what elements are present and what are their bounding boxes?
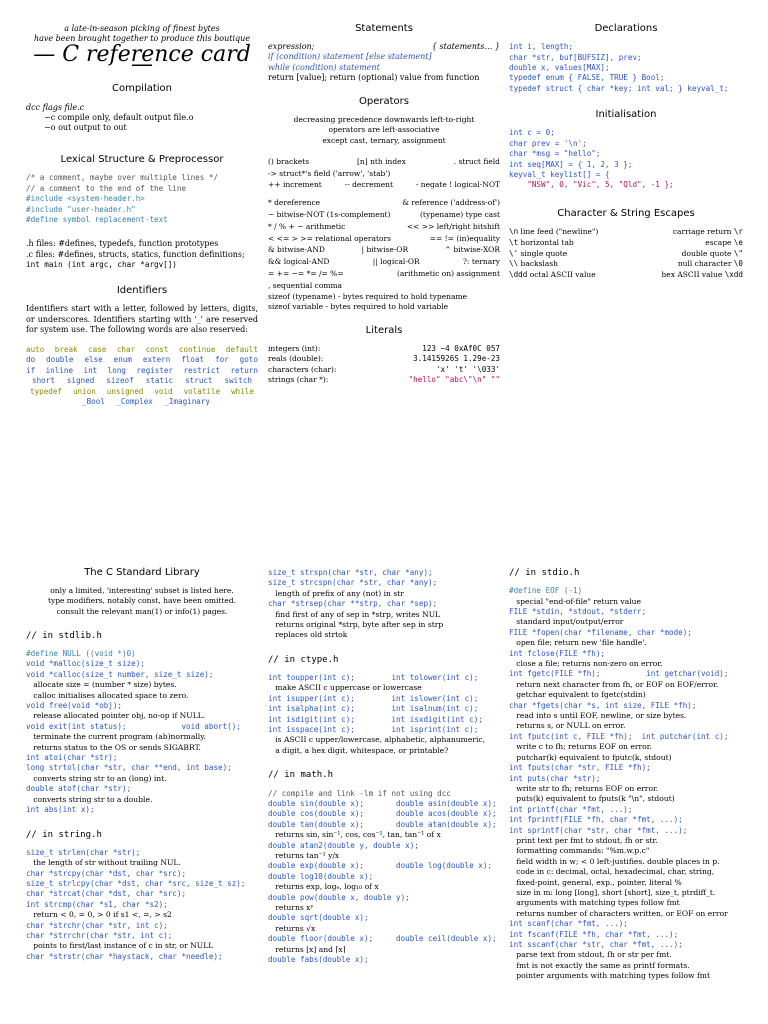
operators-intro: except cast, ternary, assignment bbox=[322, 135, 446, 145]
esc-code: \' bbox=[509, 248, 519, 258]
code-line: double cos(double x); double acos(double x); bbox=[268, 809, 497, 819]
code-line: field width in w; < 0 left-justifies. double places in p. bbox=[509, 856, 720, 866]
column-1-top bbox=[26, 24, 258, 408]
code-line: close a file; returns non-zero on error. bbox=[509, 659, 663, 669]
code-line: int printf(char *fmt, ...); bbox=[509, 804, 633, 814]
code-line: double exp(double x); double log(double x); bbox=[268, 861, 493, 871]
code-line: int sscanf(char *str, char *fmt, ...); bbox=[509, 940, 683, 950]
code-line: putchar(k) equivalent to fputc(k, stdout) bbox=[509, 752, 672, 762]
esc-desc: backslash bbox=[520, 259, 558, 269]
compile-command: dcc flags file.c bbox=[26, 102, 85, 112]
kw: else bbox=[84, 355, 103, 365]
op: | bitwise-OR bbox=[361, 245, 409, 255]
code-line: special "end-of-file" return value bbox=[509, 596, 642, 606]
statement-line: return [value]; return (optional) value from function bbox=[268, 72, 480, 82]
stdlib-heading: The C Standard Library bbox=[84, 567, 200, 578]
op: -> struct*'s field ('arrow', 'stab') bbox=[268, 168, 391, 178]
code-line: returns tan⁻¹ y/x bbox=[268, 850, 340, 860]
strmore-lines bbox=[268, 568, 500, 641]
kw: const bbox=[145, 345, 169, 355]
code-line: int isdigit(int c); int isxdigit(int c); bbox=[268, 714, 483, 724]
code-line: print text per fmt to stdout, fh or str. bbox=[509, 835, 658, 845]
operators-heading: Operators bbox=[359, 96, 409, 108]
literal-label: characters (char): bbox=[268, 364, 337, 374]
decl-line: char *str, buf[BUFSIZ], prev; bbox=[509, 52, 642, 62]
code-line: size_t strlcpy(char *dst, char *src, size_t sz); bbox=[26, 878, 246, 888]
decl-line: int i, length; bbox=[509, 42, 574, 52]
lexical-code-line: /* a comment, maybe over multiple lines */ bbox=[26, 173, 219, 183]
esc-desc: single quote bbox=[520, 248, 568, 258]
op: & bitwise-AND bbox=[268, 245, 325, 255]
init-line: "NSW", 0, "Vic", 5, "Qld", -1 }; bbox=[509, 180, 674, 190]
code-line: returns xʸ bbox=[268, 902, 314, 912]
code-line: #define EOF (-1) bbox=[509, 586, 583, 596]
column-1-bottom bbox=[26, 566, 258, 962]
code-line: arguments with matching types follow fmt bbox=[509, 898, 680, 908]
statement-line: { statements… } bbox=[431, 42, 500, 52]
op: == != (in)equality bbox=[429, 233, 500, 243]
subtitle-2: have been brought together to produce this boutique bbox=[33, 34, 251, 43]
code-line: make ASCII c uppercase or lowercase bbox=[268, 683, 422, 693]
esc-desc: double quote bbox=[681, 248, 732, 258]
kw: do bbox=[26, 355, 36, 365]
kw: register bbox=[136, 365, 173, 375]
code-line: length of prefix of any (not) in str bbox=[268, 588, 404, 598]
code-line: char *strsep(char **strp, char *sep); bbox=[268, 599, 438, 609]
kw: union bbox=[72, 386, 96, 396]
compile-option-c: −c compile only, default output file.o bbox=[44, 112, 194, 122]
reserved-words bbox=[26, 345, 258, 407]
column-3-top bbox=[509, 24, 743, 281]
literals-table bbox=[268, 344, 500, 385]
kw: struct bbox=[185, 376, 213, 386]
code-line: open file; return new 'file handle'. bbox=[509, 638, 647, 648]
ctype-lines bbox=[268, 673, 500, 756]
escapes-heading: Character & String Escapes bbox=[557, 207, 695, 219]
code-line: int isupper(int c); int islower(int c); bbox=[268, 693, 479, 703]
init-line: keyval_t keylist[] = { bbox=[509, 170, 610, 180]
init-line: char *msg = "hello"; bbox=[509, 149, 601, 159]
op: && logical-AND bbox=[268, 257, 330, 267]
esc-code: \\ bbox=[509, 259, 519, 269]
hfiles-note: .h files: #defines, typedefs, function prototypes bbox=[26, 239, 219, 249]
code-line: void free(void *obj); bbox=[26, 701, 123, 711]
column-3-bottom bbox=[509, 566, 743, 982]
kw: volatile bbox=[183, 386, 221, 396]
subtitle-1: a late-in-season picking of finest bytes bbox=[64, 24, 220, 33]
literal-label: reals (double): bbox=[268, 354, 324, 364]
operators-intro: decreasing precedence downwards left-to-right bbox=[293, 115, 475, 125]
code-line: return next character from fh, or EOF on EOF/error. bbox=[509, 679, 719, 689]
op: ~ bitwise-NOT (1s-complement) bbox=[268, 210, 391, 220]
kw: case bbox=[88, 345, 107, 355]
code-line: points to first/last instance of c in str, or NULL bbox=[26, 941, 214, 951]
code-line: returns √x bbox=[268, 923, 316, 933]
code-line: size_t strlen(char *str); bbox=[26, 847, 141, 857]
stdlib-h-heading: // in stdlib.h bbox=[26, 630, 102, 641]
kw: continue bbox=[178, 345, 216, 355]
code-line: int fclose(FILE *fh); bbox=[509, 648, 606, 658]
code-line: returns sin, sin⁻¹, cos, cos⁻¹, tan, tan⁻¹ of x bbox=[268, 830, 441, 840]
esc-desc: octal ASCII value bbox=[529, 270, 596, 280]
operator-table bbox=[268, 156, 500, 292]
code-line: double log10(double x); bbox=[268, 871, 374, 881]
kw: for bbox=[215, 355, 229, 365]
code-line: returns original *strp, byte after sep in strp bbox=[268, 620, 444, 630]
kw: goto bbox=[239, 355, 258, 365]
op: < <= > >= relational operators bbox=[268, 233, 391, 243]
code-line: returns status to the OS or sends SIGABRT. bbox=[26, 742, 201, 752]
op: & reference ('address-of') bbox=[402, 198, 500, 208]
esc-desc: horizontal tab bbox=[520, 237, 574, 247]
kw: restrict bbox=[183, 365, 221, 375]
esc-desc: hex ASCII value bbox=[661, 270, 723, 280]
kw: while bbox=[231, 386, 254, 396]
code-line: int isspace(int c); int isprint(int c); bbox=[268, 725, 479, 735]
esc-desc: null character bbox=[677, 259, 732, 269]
code-line: double sqrt(double x); bbox=[268, 913, 369, 923]
code-line: int sprintf(char *str, char *fmt, ...); bbox=[509, 825, 688, 835]
op: ?: ternary bbox=[462, 257, 500, 267]
op: . struct field bbox=[453, 156, 500, 166]
main-signature: int main (int argc, char *argv[]) bbox=[26, 259, 177, 269]
sizeof-variable: sizeof variable - bytes required to hold variable bbox=[268, 301, 449, 311]
math-lines bbox=[268, 789, 500, 966]
math-h-heading: // in math.h bbox=[268, 770, 334, 781]
op: * / % + − arithmetic bbox=[268, 221, 346, 231]
code-line: parse text from stdout, fh or str per fmt. bbox=[509, 950, 672, 960]
code-line: calloc initialises allocated space to zero. bbox=[26, 690, 189, 700]
statement-line: if (condition) statement [else statement] bbox=[268, 52, 432, 62]
kw: _Complex bbox=[116, 397, 153, 407]
literal-label: strings (char *): bbox=[268, 374, 329, 384]
literal-value: "hello" "abc\"\n" "" bbox=[408, 374, 500, 384]
kw: auto bbox=[26, 345, 45, 355]
kw: typedef bbox=[30, 386, 63, 396]
code-line: getchar equivalent to fgetc(stdin) bbox=[509, 690, 646, 700]
kw: sizeof bbox=[106, 376, 134, 386]
code-line: returns ⌊x⌋ and ⌈x⌉ bbox=[268, 944, 346, 954]
lexical-code-line: // a comment to the end of the line bbox=[26, 183, 187, 193]
kw: enum bbox=[113, 355, 132, 365]
kw: static bbox=[145, 376, 174, 386]
lexical-heading: Lexical Structure & Preprocessor bbox=[60, 154, 224, 166]
code-line: terminate the current program (ab)normally. bbox=[26, 732, 206, 742]
decl-line: typedef struct { char *key; int val; } keyval_t; bbox=[509, 83, 729, 93]
code-line: int atoi(char *str); bbox=[26, 753, 118, 763]
op: (typename) type cast bbox=[420, 210, 500, 220]
code-line: int puts(char *str); bbox=[509, 773, 601, 783]
code-line: pointer arguments with matching types follow fmt bbox=[509, 971, 711, 981]
op: () brackets bbox=[268, 156, 310, 166]
esc-code: \ddd bbox=[509, 270, 528, 280]
column-2-top bbox=[268, 24, 500, 385]
identifiers-heading: Identifiers bbox=[116, 285, 168, 297]
code-line: returns s, or NULL on error. bbox=[509, 721, 626, 731]
esc-desc: carriage return bbox=[672, 227, 732, 237]
code-line: char *fgets(char *s, int size, FILE *fh); bbox=[509, 700, 697, 710]
op: (arithmetic on) assignment bbox=[396, 269, 500, 278]
code-line: int toupper(int c); int tolower(int c); bbox=[268, 673, 479, 683]
esc-code: \r bbox=[733, 227, 743, 237]
decl-line: typedef enum { FALSE, TRUE } Bool; bbox=[509, 73, 665, 83]
stdlib-intro: consult the relevant man(1) or info(1) pages. bbox=[56, 606, 228, 616]
kw: switch bbox=[224, 376, 252, 386]
code-line: char *strstr(char *haystack, char *needle); bbox=[26, 951, 223, 961]
kw: extern bbox=[142, 355, 171, 365]
code-line: int fputs(char *str, FILE *fh); bbox=[509, 763, 651, 773]
statements-heading: Statements bbox=[355, 23, 413, 34]
code-line: converts string str to a double. bbox=[26, 794, 153, 804]
stdlib-intro: type modifiers, notably const, have been omitted. bbox=[47, 596, 237, 606]
string-h-heading: // in string.h bbox=[26, 829, 102, 840]
literal-label: integers (int): bbox=[268, 344, 321, 354]
kw: double bbox=[46, 355, 74, 365]
code-line: char *strcat(char *dst, char *src); bbox=[26, 889, 187, 899]
esc-desc: line feed ("newline") bbox=[520, 227, 599, 237]
code-line: double floor(double x); double ceil(double x); bbox=[268, 934, 497, 944]
operators-intro: operators are left-associative bbox=[328, 125, 440, 135]
stdio-h-heading: // in stdio.h bbox=[509, 568, 580, 578]
code-line: double fabs(double x); bbox=[268, 955, 369, 964]
op: * dereference bbox=[268, 198, 321, 208]
code-line: int abs(int x); bbox=[26, 805, 95, 815]
op: ++ increment bbox=[268, 180, 322, 190]
code-line: is ASCII c upper/lowercase, alphabetic, alphanumeric, bbox=[268, 735, 486, 745]
kw: long bbox=[107, 365, 126, 375]
lexical-code-line: #include "user-header.h" bbox=[26, 204, 136, 214]
code-line: fmt is not exactly the same as printf formats. bbox=[509, 960, 690, 970]
identifiers-text: Identifiers start with a letter, followed by letters, digits, or underscores. Identifiers starting with '_' are reserved for system use. The following words are also reserved: bbox=[26, 304, 258, 334]
esc-code: \" bbox=[733, 248, 743, 258]
statement-line: expression; bbox=[268, 42, 315, 52]
decl-line: double x, values[MAX]; bbox=[509, 63, 610, 73]
literal-value: 3.1415926S 1.29e-23 bbox=[413, 354, 500, 364]
code-line: release allocated pointer obj, no-op if NULL. bbox=[26, 711, 206, 721]
code-line: size in m: long [long], short [short], size_t, ptrdiff_t. bbox=[509, 887, 716, 897]
code-line: find first of any of sep in *strp, writes NUL bbox=[268, 609, 441, 619]
sizeof-typename: sizeof (typename) - bytes required to hold typename bbox=[268, 291, 467, 301]
code-line: int fputc(int c, FILE *fh); int putchar(int c); bbox=[509, 731, 729, 741]
stdlib-intro: only a limited, 'interesting' subset is listed here. bbox=[50, 586, 234, 596]
stdlib-lines bbox=[26, 649, 258, 816]
code-line: standard input/output/error bbox=[509, 617, 624, 627]
esc-code: \t bbox=[509, 237, 519, 247]
code-line: returns exp, logₑ, log₁₀ of x bbox=[268, 882, 379, 892]
op: - negate ! logical-NOT bbox=[415, 180, 500, 190]
code-line: double pow(double x, double y); bbox=[268, 892, 410, 902]
code-line: FILE *stdin, *stdout, *stderr; bbox=[509, 607, 647, 617]
code-line: int isalpha(int c); int isalnum(int c); bbox=[268, 704, 479, 714]
op: -- decrement bbox=[344, 180, 393, 190]
statement-line: while (condition) statement bbox=[268, 62, 380, 72]
code-line: int fprintf(FILE *fh, char *fmt, ...); bbox=[509, 815, 683, 825]
code-line: int fscanf(FILE *fh, char *fmt, ...); bbox=[509, 929, 679, 939]
code-line: char *strchr(char *str, int c); bbox=[26, 920, 168, 930]
kw: float bbox=[181, 355, 205, 365]
kw: unsigned bbox=[106, 386, 144, 396]
code-line: void *calloc(size_t number, size_t size); bbox=[26, 669, 214, 679]
kw: short bbox=[32, 376, 55, 386]
code-line: #define NULL ((void *)0) bbox=[26, 649, 136, 659]
code-line: int scanf(char *fmt, ...); bbox=[509, 919, 628, 929]
code-line: size_t strcspn(char *str, char *any); bbox=[268, 578, 438, 588]
init-line: int seq[MAX] = { 1, 2, 3 }; bbox=[509, 159, 633, 169]
literals-heading: Literals bbox=[365, 325, 403, 336]
code-line: double tan(double x); double atan(double x); bbox=[268, 819, 497, 829]
code-line: puts(k) equivalent to fputs(k "\n", stdout) bbox=[509, 794, 675, 804]
lexical-code-line: #include <system-header.h> bbox=[26, 194, 145, 204]
esc-code: \0 bbox=[733, 259, 743, 269]
code-line: fixed-point, general, exp., pointer, literal % bbox=[509, 877, 682, 887]
code-line: write str to fh; returns EOF on error. bbox=[509, 783, 659, 793]
code-line: read into s until EOF, newline, or size bytes. bbox=[509, 711, 687, 721]
op: = += −= *= /= %= bbox=[268, 269, 344, 278]
kw: if bbox=[26, 365, 36, 375]
kw: default bbox=[225, 345, 258, 355]
op: << >> left/right bitshift bbox=[406, 221, 500, 231]
kw: return bbox=[230, 365, 258, 375]
compilation-heading: Compilation bbox=[111, 83, 173, 95]
code-line: replaces old strtok bbox=[268, 630, 348, 640]
op: ^ bitwise-XOR bbox=[444, 245, 500, 255]
code-line: the length of str without trailing NUL. bbox=[26, 858, 181, 868]
literal-value: 123 −4 0xAf0C 057 bbox=[422, 344, 500, 354]
code-line: return < 0, = 0, > 0 if s1 <, =, > s2 bbox=[26, 910, 172, 920]
kw: inline bbox=[45, 365, 74, 375]
ctype-h-heading: // in ctype.h bbox=[268, 654, 339, 665]
code-line: long strtol(char *str, char **end, int base); bbox=[26, 763, 232, 773]
code-line: formatting commands: "%m.w.p.c" bbox=[509, 846, 650, 856]
kw: _Imaginary bbox=[164, 397, 210, 407]
code-line: code in c: decimal, octal, hexadecimal, char, string, bbox=[509, 867, 715, 877]
code-line: converts string str to an (long) int. bbox=[26, 773, 167, 783]
initialisation-heading: Initialisation bbox=[595, 109, 657, 121]
code-line: write c to fh; returns EOF on error. bbox=[509, 742, 652, 752]
column-2-bottom bbox=[268, 566, 500, 965]
init-line: int c = 0; bbox=[509, 128, 555, 138]
code-line: size_t strspn(char *str, char *any); bbox=[268, 568, 433, 577]
literal-value: 'x' 't' '\033' bbox=[435, 364, 500, 374]
code-line: char *strcpy(char *dst, char *src); bbox=[26, 868, 187, 878]
string-lines bbox=[26, 848, 258, 962]
kw: signed bbox=[66, 376, 95, 386]
kw: _Bool bbox=[82, 397, 105, 407]
declarations-heading: Declarations bbox=[594, 23, 658, 34]
stdio-lines bbox=[509, 586, 743, 981]
init-line: char prev = '\n'; bbox=[509, 138, 587, 148]
code-line: int fgetc(FILE *fh); int getchar(void); bbox=[509, 669, 729, 679]
esc-code: \n bbox=[509, 227, 519, 237]
cfiles-note: .c files: #defines, structs, statics, function definitions; bbox=[26, 249, 245, 259]
code-line: double atof(char *str); bbox=[26, 784, 132, 794]
code-line: void *malloc(size_t size); bbox=[26, 659, 145, 669]
code-line: char *strrchr(char *str, int c); bbox=[26, 930, 173, 940]
kw: char bbox=[116, 345, 136, 355]
code-line: returns number of characters written, or EOF on error bbox=[509, 908, 728, 918]
code-line: a digit, a hex digit, whitespace, or printable? bbox=[268, 745, 449, 755]
code-line: double atan2(double y, double x); bbox=[268, 840, 419, 850]
code-line: double sin(double x); double asin(double x); bbox=[268, 798, 497, 808]
lexical-code-line: #define symbol replacement-text bbox=[26, 215, 168, 225]
op: , sequential comma bbox=[268, 280, 343, 290]
kw: void bbox=[154, 386, 173, 396]
code-line: void exit(int status); void abort(); bbox=[26, 721, 241, 731]
code-line: allocate size = (number * size) bytes. bbox=[26, 680, 177, 690]
esc-code: \e bbox=[733, 237, 743, 247]
page-title: — C reference card — bbox=[33, 42, 251, 78]
escapes-table bbox=[509, 227, 743, 281]
code-line: // compile and link -lm if not using dcc bbox=[268, 788, 451, 798]
kw: break bbox=[54, 345, 78, 355]
esc-code: \xdd bbox=[724, 270, 743, 280]
op: || logical-OR bbox=[372, 257, 420, 267]
code-line: FILE *fopen(char *filename, char *mode); bbox=[509, 627, 692, 637]
kw: int bbox=[83, 365, 98, 375]
compile-option-o: −o out output to out bbox=[44, 123, 127, 133]
code-line: int strcmp(char *s1, char *s2); bbox=[26, 899, 168, 909]
op: [n] nth index bbox=[357, 156, 406, 166]
esc-desc: escape bbox=[705, 237, 732, 247]
